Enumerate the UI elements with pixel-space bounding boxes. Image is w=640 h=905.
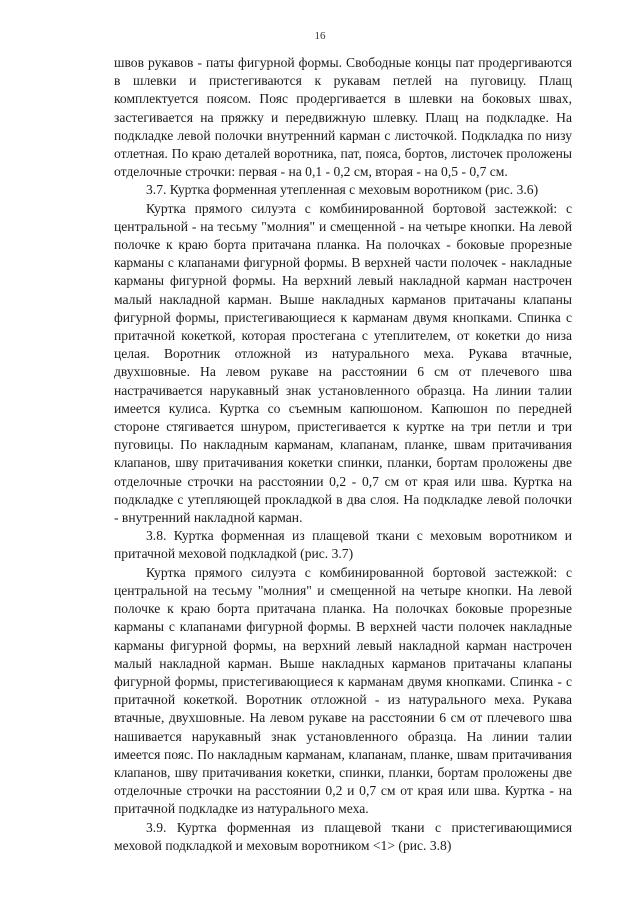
paragraph-kurtka-plashch: Куртка прямого силуэта с комбинированной бортовой застежкой: с центральной на тесьму "молния" и смещенной на четыре кнопки. На левой полочке к краю борта притачана планка. На полочках боковые прорезные карманы с клапанами фигурной формы. В верхней части полочек накладные карманы фигурной формы, на верхний левый накладной карман настрочен малый накладной карман. Выше накладных карманов притачаны клапаны фигурной формы, пристегивающиеся к карманам двумя кнопками. Спинка - с притачной кокеткой. Воротник отложной - из натурального меха. Рукава втачные, двухшовные. На левом рукаве на расстоянии 6 см от плечевого шва нашивается нарукавный знак установленного образца. На линии талии имеется пояс. По накладным карманам, клапанам, планке, швам притачивания клапанов, шву притачивания кокетки, спинки, планки, бортам проложены две отделочные строчки на расстоянии 0,2 и 0,7 см от края или шва. Куртка - на притачной подкладке из натурального меха. (114, 564, 572, 817)
section-heading-3-7: 3.7. Куртка форменная утепленная с меховым воротником (рис. 3.6) (146, 182, 539, 198)
page-number: 16 (314, 30, 326, 42)
section-heading-3-9: 3.9. Куртка форменная из плащевой ткани с пристегивающимися меховой подкладкой и меховым воротником <1> (рис. 3.8) (114, 819, 572, 853)
document-body (114, 54, 572, 855)
paragraph-plashch-continued: швов рукавов - паты фигурной формы. Свободные концы пат продергиваются в шлевки и пристегиваются к рукавам петлей на пуговицу. Плащ комплектуется поясом. Пояс продергивается в шлевки на боковых швах, застегивается на пряжку и передвижную шлевку. Плащ на подкладке. На подкладке левой полочки внутренний карман с листочкой. Подкладка по низу отлетная. По краю деталей воротника, пат, пояса, бортов, листочек проложены отделочные строчки: первая - на 0,1 - 0,2 см, вторая - на 0,5 - 0,7 см. (114, 55, 572, 180)
section-heading-3-8: 3.8. Куртка форменная из плащевой ткани с меховым воротником и притачной меховой подкладкой (рис. 3.7) (114, 528, 572, 562)
paragraph-kurtka-utepl: Куртка прямого силуэта с комбинированной бортовой застежкой: с центральной - на тесьму "молния" и смещенной - на четыре кнопки. На левой полочке к краю борта притачана планка. На полочках - боковые прорезные карманы с клапанами фигурной формы. В верхней части полочек - накладные карманы фигурной формы. На верхний левый накладной карман настрочен малый накладной карман. Выше накладных карманов притачаны клапаны фигурной формы, пристегивающиеся к карманам двумя кнопками. Спинка с притачной кокеткой, которая простегана с утеплителем, от кокетки до низа целая. Воротник отложной из натурального меха. Рукава втачные, двухшовные. На левом рукаве на расстоянии 6 см от плечевого шва настрачивается нарукавный знак установленного образца. На линии талии имеется кулиса. Куртка со съемным капюшоном. Капюшон по передней стороне стягивается шнуром, пристегивается к куртке на три петли и три пуговицы. По накладным карманам, клапанам, планке, швам притачивания клапанов, шву притачивания кокетки спинки, планки, бортам проложены две отделочные строчки на расстоянии 0,2 - 0,7 см от края или шва. Куртка на подкладке с утепляющей прокладкой в два слоя. На подкладке левой полочки - внутренний накладной карман. (114, 200, 572, 526)
